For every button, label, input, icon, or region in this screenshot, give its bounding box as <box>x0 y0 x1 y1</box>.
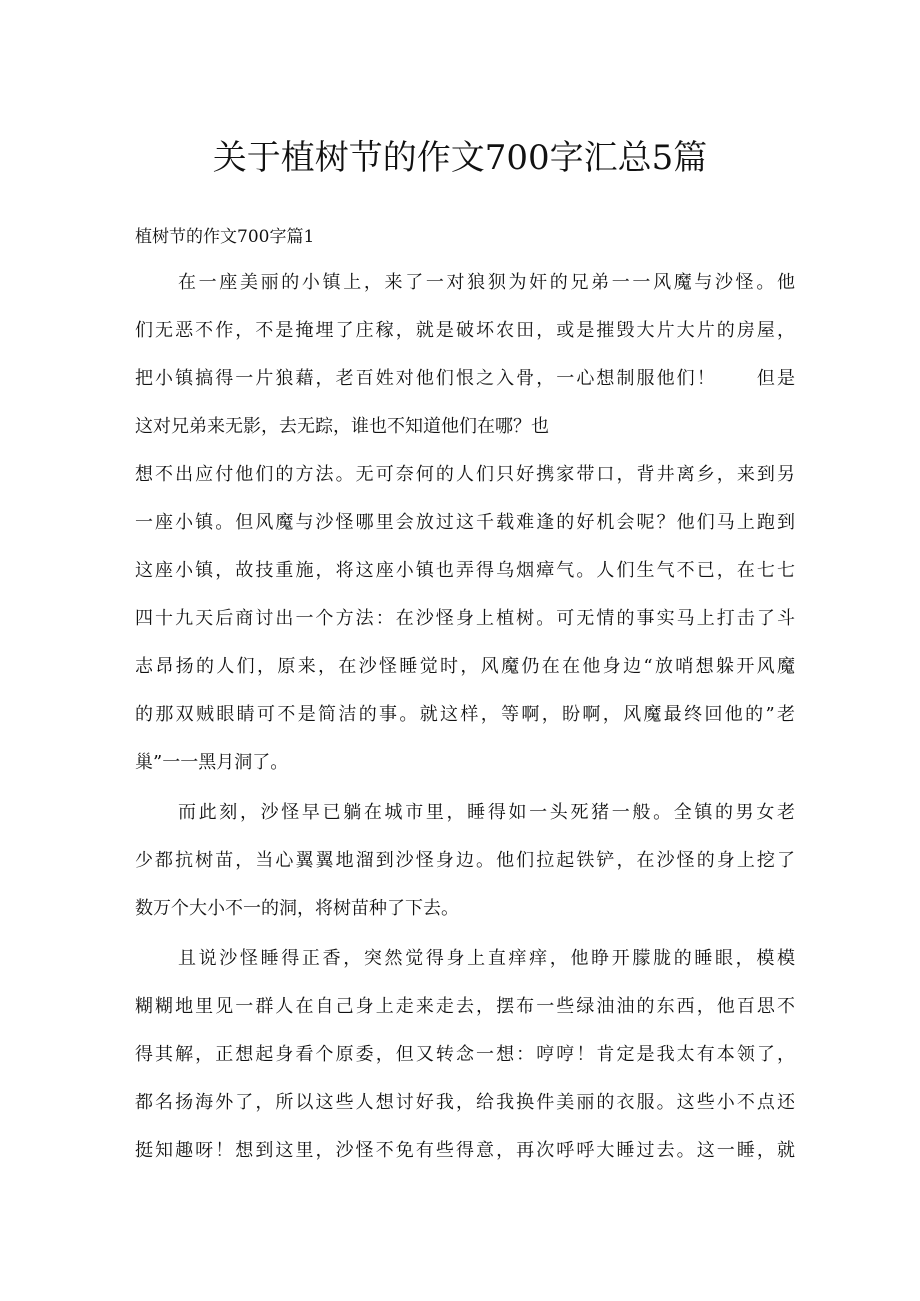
text-line: 们无恶不作，不是掩埋了庄稼，就是破坏农田，或是摧毁大片大片的房屋， <box>135 320 795 341</box>
document-title: 关于植树节的作文700字汇总5篇 <box>212 138 708 178</box>
text-line: 这座小镇，故技重施，将这座小镇也弄得乌烟瘴气。人们生气不已，在七七 <box>135 560 795 581</box>
text-line: 想不出应付他们的方法。无可奈何的人们只好携家带口，背井离乡，来到另 <box>135 464 795 485</box>
text-line: 这对兄弟来无影，去无踪，谁也不知道他们在哪？也 <box>135 416 549 437</box>
text-line: 都名扬海外了，所以这些人想讨好我，给我换件美丽的衣服。这些小不点还 <box>135 1092 795 1113</box>
text-line: 而此刻，沙怪早已躺在城市里，睡得如一头死猪一般。全镇的男女老 <box>178 802 795 823</box>
text-line: 的那双贼眼睛可不是简洁的事。就这样，等啊，盼啊，风魔最终回他的”老 <box>135 704 795 725</box>
text-line: 数万个大小不一的洞，将树苗种了下去。 <box>135 898 459 919</box>
text-line: 糊糊地里见一群人在自己身上走来走去，摆布一些绿油油的东西，他百思不 <box>135 996 795 1017</box>
text-line: 四十九天后商讨出一个方法：在沙怪身上植树。可无情的事实马上打击了斗 <box>135 608 795 629</box>
section-heading: 植树节的作文700字篇1 <box>135 227 315 247</box>
text-line: 把小镇搞得一片狼藉，老百姓对他们恨之入骨，一心想制服他们！ 但是 <box>135 368 795 389</box>
text-line: 志昂扬的人们，原来，在沙怪睡觉时，风魔仍在在他身边“放哨想躲开风魔 <box>135 656 795 677</box>
text-line: 在一座美丽的小镇上，来了一对狼狈为奸的兄弟一一风魔与沙怪。他 <box>178 272 795 293</box>
text-line: 得其解，正想起身看个原委，但又转念一想：哼哼！肯定是我太有本领了， <box>135 1044 795 1065</box>
text-line: 少都抗树苗，当心翼翼地溜到沙怪身边。他们拉起铁铲，在沙怪的身上挖了 <box>135 850 795 871</box>
text-line: 一座小镇。但风魔与沙怪哪里会放过这千载难逢的好机会呢？他们马上跑到 <box>135 512 795 533</box>
text-line: 巢”一一黑月洞了。 <box>135 752 289 773</box>
text-line: 且说沙怪睡得正香，突然觉得身上直痒痒，他睁开朦胧的睡眼，模模 <box>178 948 795 969</box>
text-line: 挺知趣呀！想到这里，沙怪不免有些得意，再次呼呼大睡过去。这一睡，就 <box>135 1140 795 1161</box>
